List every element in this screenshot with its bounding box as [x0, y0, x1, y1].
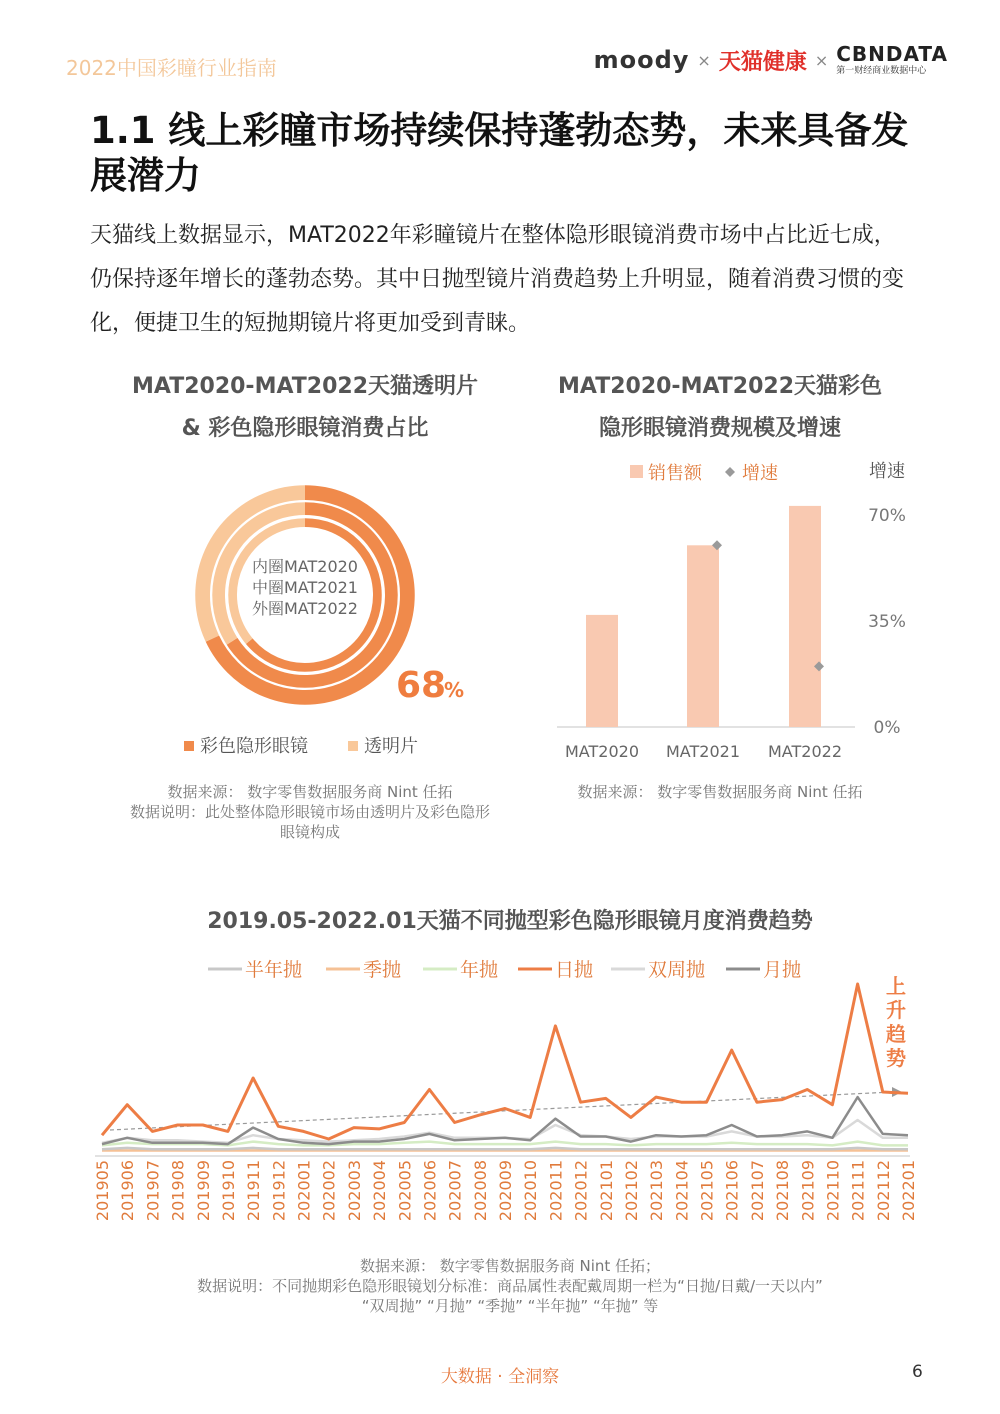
source-line: 眼镜构成 — [279, 823, 340, 841]
legend-label: 双周抛 — [648, 959, 706, 981]
bar-category-labels — [565, 742, 842, 761]
trend-annotation-char: 上 — [886, 974, 906, 998]
legend-swatch-growth — [725, 467, 735, 477]
legend-label: 季抛 — [363, 959, 402, 981]
x-tick-label: 202111 — [848, 1160, 868, 1222]
logo-separator: × — [814, 50, 829, 70]
bar-category-label: MAT2020 — [565, 742, 639, 761]
trend-annotation-char: 升 — [886, 998, 906, 1022]
right-axis-ticks — [868, 506, 906, 738]
donut-chart-title — [110, 366, 500, 450]
right-axis-title: 增速 — [869, 461, 905, 482]
cbndata-logo — [836, 44, 948, 76]
x-tick-label: 202011 — [546, 1160, 566, 1222]
bar-sales-mat2021 — [687, 545, 719, 727]
legend-label: 半年抛 — [245, 959, 303, 981]
legend-swatch-clear-lens — [348, 741, 358, 751]
x-tick-label: 202109 — [798, 1160, 818, 1222]
source-line: 数据说明：不同抛期彩色隐形眼镜划分标准：商品属性表配戴周期一栏为“日抛/日戴/一天以内” — [197, 1277, 823, 1295]
x-tick-label: 202003 — [344, 1160, 364, 1222]
legend-label: 年抛 — [460, 959, 499, 981]
x-tick-label: 201905 — [93, 1160, 112, 1222]
x-tick-label: 201909 — [193, 1160, 213, 1222]
bar-chart-title — [540, 366, 900, 450]
line-legend — [208, 959, 801, 981]
x-tick-label: 202107 — [747, 1160, 767, 1222]
x-tick-label: 202108 — [773, 1160, 793, 1222]
source-line: 数据说明：此处整体隐形眼镜市场由透明片及彩色隐形 — [129, 803, 490, 821]
bar-legend — [630, 463, 778, 484]
line-x-tick-labels — [93, 1160, 918, 1221]
source-line: 数据来源： 数字零售数据服务商 Nint 任拓； — [359, 1257, 661, 1275]
right-axis-tick-label: 70% — [868, 506, 906, 526]
page-title: 1.1 线上彩瞳市场持续保持蓬勃态势，未来具备发展潜力 — [90, 109, 909, 197]
page-number: 6 — [912, 1362, 923, 1382]
legend-label-color-lens: 彩色隐形眼镜 — [200, 736, 308, 757]
legend-label-sales: 销售额 — [648, 463, 702, 484]
x-tick-label: 202006 — [420, 1160, 440, 1222]
bar-title-line-1: MAT2020-MAT2022天猫彩色 — [557, 374, 883, 399]
x-tick-label: 202004 — [370, 1160, 390, 1222]
x-tick-label: 202102 — [621, 1160, 641, 1222]
bar-title-line-2: 隐形眼镜消费规模及增速 — [598, 416, 841, 441]
right-axis-tick-label: 35% — [868, 612, 906, 632]
intro-paragraph: 天猫线上数据显示，MAT2022年彩瞳镜片在整体隐形眼镜消费市场中占比近七成，仍保持逐年增长的蓬勃态势。其中日抛型镜片消费趋势上升明显，随着消费习惯的变化，便捷卫生的短抛期镜片将更加受到青睐。 — [90, 223, 905, 336]
x-tick-label: 202110 — [823, 1160, 843, 1222]
cbndata-logo-subtext: 第一财经商业数据中心 — [836, 66, 927, 76]
line-chart-title: 2019.05-2022.01天猫不同抛型彩色隐形眼镜月度消费趋势 — [207, 909, 813, 934]
donut-highlight-value: 68 — [396, 665, 447, 706]
cbndata-logo-text: CBNDATA — [836, 42, 948, 66]
x-tick-label: 201910 — [218, 1160, 238, 1222]
bar-sales-mat2022 — [789, 506, 821, 727]
x-tick-label: 202104 — [672, 1160, 692, 1222]
bar-sales-mat2020 — [586, 615, 618, 727]
tmall-health-logo: 天猫健康 — [718, 49, 807, 75]
x-tick-label: 202103 — [647, 1160, 667, 1222]
source-line: 数据来源： 数字零售数据服务商 Nint 任拓 — [577, 783, 863, 801]
x-tick-label: 201906 — [118, 1160, 138, 1222]
legend-label: 日抛 — [555, 959, 594, 981]
x-tick-label: 202101 — [596, 1160, 616, 1222]
x-tick-label: 201912 — [269, 1160, 289, 1222]
trend-annotation-char: 趋 — [886, 1022, 906, 1046]
x-tick-label: 201911 — [244, 1160, 264, 1222]
x-tick-label: 202001 — [294, 1160, 314, 1222]
x-tick-label: 202201 — [899, 1160, 918, 1222]
x-tick-label: 202007 — [445, 1160, 465, 1222]
line-series — [102, 984, 908, 1151]
logo-separator: × — [697, 50, 711, 70]
right-axis-tick-label: 0% — [873, 718, 901, 738]
x-tick-label: 202002 — [319, 1160, 339, 1222]
donut-center-label-outer: 外圈MAT2022 — [251, 599, 359, 618]
partner-logos — [594, 44, 948, 76]
donut-center-label-inner: 内圈MAT2020 — [251, 557, 359, 576]
source-line: 数据来源： 数字零售数据服务商 Nint 任拓 — [167, 783, 453, 801]
line-chart — [80, 948, 930, 1248]
source-line: “双周抛” “月抛” “季抛” “半年抛” “年抛” 等 — [361, 1297, 659, 1315]
x-tick-label: 201908 — [168, 1160, 188, 1222]
bar-series-sales — [586, 506, 821, 727]
line-series-日抛 — [102, 984, 908, 1139]
x-tick-label: 202008 — [470, 1160, 490, 1222]
donut-legend — [184, 736, 418, 757]
donut-highlight-unit: % — [444, 678, 465, 702]
trend-annotation — [886, 974, 906, 1070]
bar-category-label: MAT2022 — [768, 742, 842, 761]
x-tick-label: 202009 — [496, 1160, 515, 1222]
donut-chart-source — [95, 782, 525, 842]
donut-title-line-2: & 彩色隐形眼镜消费占比 — [181, 416, 429, 441]
bar-chart — [545, 455, 925, 775]
bar-chart-source — [545, 782, 895, 802]
footer-slogan: 大数据 · 全洞察 — [440, 1367, 560, 1387]
donut-chart — [120, 455, 520, 775]
x-tick-label: 202112 — [873, 1160, 893, 1222]
x-tick-label: 202010 — [521, 1160, 541, 1222]
legend-label: 月抛 — [763, 959, 802, 981]
document-tag: 2022中国彩瞳行业指南 — [66, 56, 277, 80]
line-chart-source — [100, 1256, 920, 1316]
x-tick-label: 202105 — [697, 1160, 717, 1222]
x-tick-label: 202106 — [722, 1160, 742, 1222]
legend-label-clear-lens: 透明片 — [364, 736, 418, 757]
line-series-半年抛 — [102, 1148, 908, 1149]
x-tick-label: 201907 — [143, 1160, 163, 1222]
trend-annotation-char: 势 — [886, 1046, 906, 1070]
donut-title-line-1: MAT2020-MAT2022天猫透明片 — [131, 374, 479, 399]
x-tick-label: 202012 — [571, 1160, 591, 1222]
legend-label-growth: 增速 — [742, 463, 778, 484]
donut-center-label-middle: 中圈MAT2021 — [251, 578, 359, 597]
legend-swatch-color-lens — [184, 741, 194, 751]
legend-swatch-sales — [630, 465, 643, 478]
x-tick-label: 202005 — [395, 1160, 415, 1222]
bar-category-label: MAT2021 — [666, 742, 740, 761]
moody-logo: moody — [593, 46, 690, 74]
